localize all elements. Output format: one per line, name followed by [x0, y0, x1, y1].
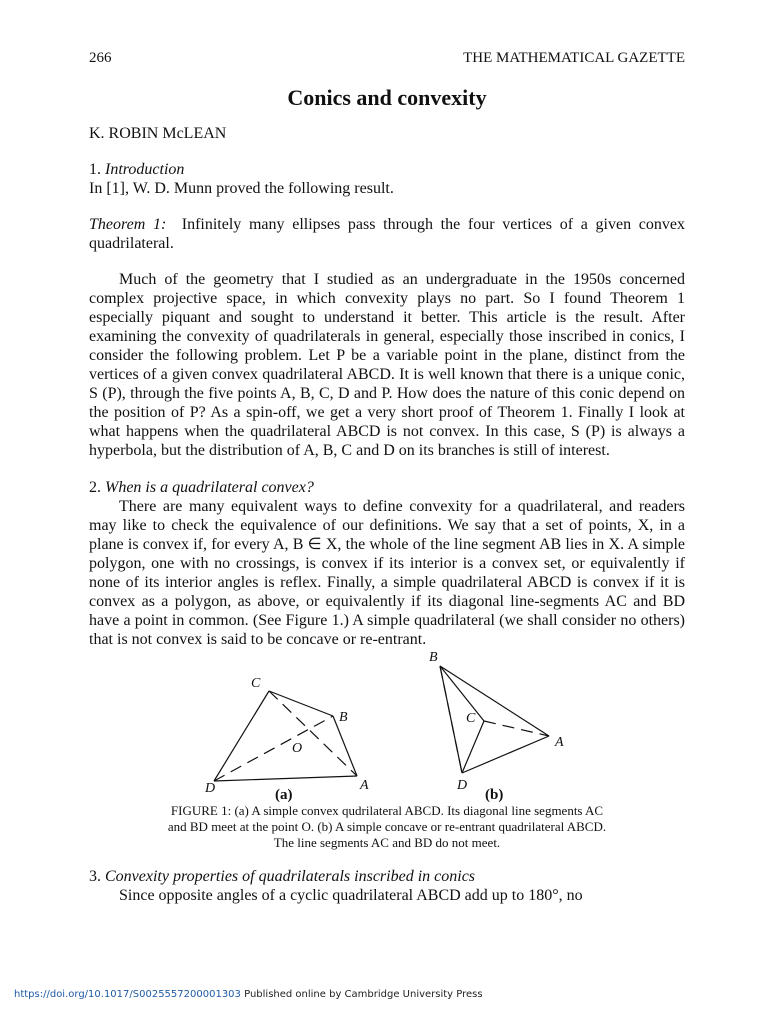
label-a-b: B: [339, 710, 348, 725]
label-a-d: D: [205, 781, 216, 796]
label-a-a: A: [360, 778, 369, 793]
intro-line: In [1], W. D. Munn proved the following result.: [89, 180, 394, 197]
diagonal-ac: [269, 691, 357, 776]
edge-ba: [440, 666, 549, 736]
section-number: 3.: [89, 868, 101, 885]
paragraph-3: Since opposite angles of a cyclic quadrilateral ABCD add up to 180°, no: [119, 887, 583, 904]
theorem-label: Theorem 1:: [89, 216, 167, 233]
figure-1: [89, 650, 685, 803]
label-b-c: C: [466, 711, 476, 726]
published-note: Published online by Cambridge University Press: [244, 989, 483, 1000]
label-a-o: O: [292, 741, 303, 756]
label-b-caption: (b): [485, 787, 504, 803]
article-title: Conics and convexity: [287, 85, 487, 110]
theorem-text: Infinitely many ellipses pass through the four vertices of a given convex quadrilateral.: [89, 216, 685, 252]
caption-line-3: The line segments AC and BD do not meet.: [273, 835, 501, 850]
section-title: When is a quadrilateral convex?: [105, 479, 314, 496]
diagonal-bd: [214, 716, 333, 781]
label-b-d: D: [457, 778, 468, 793]
edge-bd: [440, 666, 462, 773]
label-b-b: B: [429, 650, 438, 665]
author-name: K. ROBIN McLEAN: [89, 125, 227, 142]
segment-ac: [484, 721, 549, 736]
page: [89, 48, 685, 905]
section-title: Introduction: [105, 161, 185, 178]
label-b-a: A: [555, 735, 564, 750]
section-3-heading: [89, 867, 685, 886]
edge-bc: [440, 666, 484, 721]
label-a-caption: (a): [275, 787, 293, 803]
edge-cb: [269, 691, 333, 716]
doi-link[interactable]: https://doi.org/10.1017/S0025557200001303: [14, 989, 241, 1000]
page-number: 266: [89, 50, 112, 66]
running-header: [89, 48, 685, 68]
section-number: 1.: [89, 161, 101, 178]
section-title: Convexity properties of quadrilaterals inscribed in conics: [105, 868, 476, 885]
paragraph-1: Much of the geometry that I studied as an undergraduate in the 1950s concerned complex projective space, in which convexity plays no part. So I found Theorem 1 especially piquant and sought to understand it better. This article is the result. After examining the convexity of quadrilaterals in general, especially those inscribed in conics, I consider the following problem. Let P be a variable point in the plane, distinct from the vertices of a given convex quadrilateral ABCD. It is well known that there is a unique conic, S (P), through the five points A, B, C, D and P. How does the nature of this conic depend on the position of P? As a spin-off, we get a very short proof of Theorem 1. Finally I look at what happens when the quadrilateral ABCD is not convex. In this case, S (P) is always a hyperbola, but the distribution of A, B, C and D on its branches is still of interest.: [89, 271, 685, 459]
section-1-heading: [89, 160, 685, 179]
paragraph-2: There are many equivalent ways to define convexity for a quadrilateral, and readers may like to check the equivalence of our definitions. We say that a set of points, X, in a plane is convex if, for every A, B ∈ X, the whole of the line segment AB lies in X. A simple polygon, one with no crossings, is convex if its interior is a convex set, or equivalently if none of its interior angles is reflex. Finally, a simple quadrilateral ABCD is convex if it is convex as a polygon, as above, or equivalently if its diagonal line-segments AC and BD have a point in common. (See Figure 1.) A simple quadrilateral (we shall consider no others) that is not convex is said to be concave or re-entrant.: [89, 498, 685, 648]
theorem-1: [89, 215, 685, 253]
caption-line-1: FIGURE 1: (a) A simple convex qudrilateral ABCD. Its diagonal line segments AC: [170, 803, 604, 818]
footer: [14, 989, 483, 1000]
section-2-heading: [89, 478, 685, 497]
caption-line-2: and BD meet at the point O. (b) A simple concave or re-entrant quadrilateral ABCD.: [167, 819, 607, 834]
edge-da: [214, 776, 357, 781]
journal-name: THE MATHEMATICAL GAZETTE: [463, 50, 685, 66]
figure-1b: [440, 666, 549, 773]
section-number: 2.: [89, 479, 101, 496]
figure-caption: [89, 803, 685, 851]
edge-ba: [333, 716, 357, 776]
figure-1a: [214, 691, 357, 781]
figure-1-diagram: [89, 650, 685, 803]
edge-dc: [214, 691, 269, 781]
label-a-c: C: [251, 676, 261, 691]
